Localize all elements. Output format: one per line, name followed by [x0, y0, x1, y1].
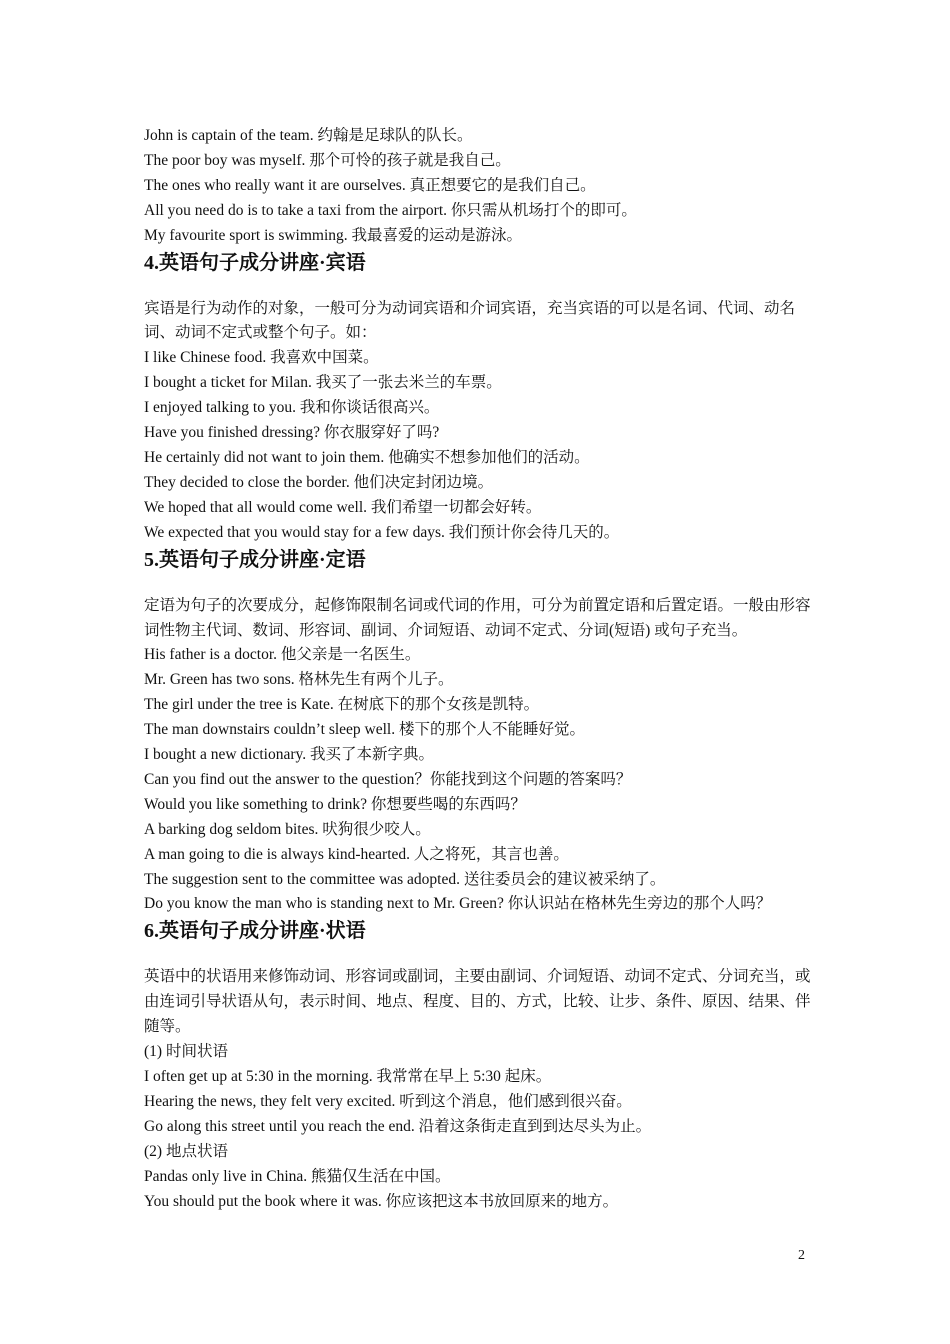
sentence-line: I enjoyed talking to you. 我和你谈话很高兴。: [144, 399, 440, 417]
subsection-label: (2) 地点状语: [144, 1142, 228, 1160]
sentence-line: I like Chinese food. 我喜欢中国菜。: [144, 349, 379, 367]
section-paragraph: 宾语是行为动作的对象，一般可分为动词宾语和介词宾语，充当宾语的可以是名词、代词、动名词、动词不定式或整个句子。如：: [144, 299, 796, 342]
sentence-line: The suggestion sent to the committee was adopted. 送往委员会的建议被采纳了。: [144, 870, 666, 888]
section-adverbial: [144, 917, 824, 1214]
section-paragraph: 定语为句子的次要成分，起修饰限制名词或代词的作用，可分为前置定语和后置定语。一般由形容词性物主代词、数词、形容词、副词、介词短语、动词不定式、分词(短语) 或句子充当。: [144, 596, 811, 639]
sentence-line: A man going to die is always kind-hearted. 人之将死，其言也善。: [144, 845, 569, 863]
page-number: 2: [798, 1248, 805, 1263]
sentence-line: I bought a new dictionary. 我买了本新字典。: [144, 746, 435, 764]
sentence-line: They decided to close the border. 他们决定封闭边境。: [144, 473, 494, 491]
sentence-line: The man downstairs couldn’t sleep well. 楼下的那个人不能睡好觉。: [144, 721, 585, 739]
section-heading: 6.英语句子成分讲座·状语: [144, 920, 366, 943]
sentence-line: I often get up at 5:30 in the morning. 我常常在早上 5:30 起床。: [144, 1068, 552, 1085]
sentence-line: Mr. Green has two sons. 格林先生有两个儿子。: [144, 671, 454, 689]
sentence-line: The girl under the tree is Kate. 在树底下的那个女孩是凯特。: [144, 696, 540, 714]
sentence-line: Go along this street until you reach the end. 沿着这条街走直到到达尽头为止。: [144, 1117, 652, 1135]
sentence-line: He certainly did not want to join them. 他确实不想参加他们的活动。: [144, 448, 590, 466]
sentence-line: I bought a ticket for Milan. 我买了一张去米兰的车票。: [144, 374, 502, 392]
sentence-line: His father is a doctor. 他父亲是一名医生。: [144, 646, 421, 664]
sentence-line: My favourite sport is swimming. 我最喜爱的运动是游泳。: [144, 226, 523, 244]
sentence-line: All you need do is to take a taxi from the airport. 你只需从机场打个的即可。: [144, 201, 637, 219]
intro-block: [144, 124, 824, 249]
sentence-line: We expected that you would stay for a few days. 我们预计你会待几天的。: [144, 523, 620, 541]
section-attribute: [144, 546, 824, 918]
sentence-line: Pandas only live in China. 熊猫仅生活在中国。: [144, 1167, 451, 1185]
sentence-line: The poor boy was myself. 那个可怜的孩子就是我自己。: [144, 151, 511, 169]
sentence-line: Hearing the news, they felt very excited. 听到这个消息，他们感到很兴奋。: [144, 1092, 632, 1110]
subsection-label: (1) 时间状语: [144, 1043, 228, 1061]
section-paragraph: 英语中的状语用来修饰动词、形容词或副词，主要由副词、介词短语、动词不定式、分词充当，或由连词引导状语从句，表示时间、地点、程度、目的、方式，比较、让步、条件、原因、结果、伴随等。: [144, 968, 811, 1036]
sentence-line: A barking dog seldom bites. 吠狗很少咬人。: [144, 820, 431, 838]
section-heading: 5.英语句子成分讲座·定语: [144, 548, 366, 571]
section-heading: 4.英语句子成分讲座·宾语: [144, 251, 366, 274]
sentence-line: Have you finished dressing? 你衣服穿好了吗?: [144, 424, 440, 442]
sentence-line: John is captain of the team. 约翰是足球队的队长。: [144, 127, 473, 144]
sentence-line: We hoped that all would come well. 我们希望一切都会好转。: [144, 498, 542, 516]
sentence-line: The ones who really want it are ourselves. 真正想要它的是我们自己。: [144, 176, 596, 194]
sentence-line: Can you find out the answer to the question？你能找到这个问题的答案吗？: [144, 770, 632, 788]
page-content: [144, 124, 824, 1214]
sentence-line: You should put the book where it was. 你应该把这本书放回原来的地方。: [144, 1192, 619, 1210]
section-object: [144, 249, 824, 546]
sentence-line: Would you like something to drink? 你想要些喝的东西吗？: [144, 795, 526, 813]
sentence-line: Do you know the man who is standing next to Mr. Green? 你认识站在格林先生旁边的那个人吗？: [144, 895, 772, 913]
